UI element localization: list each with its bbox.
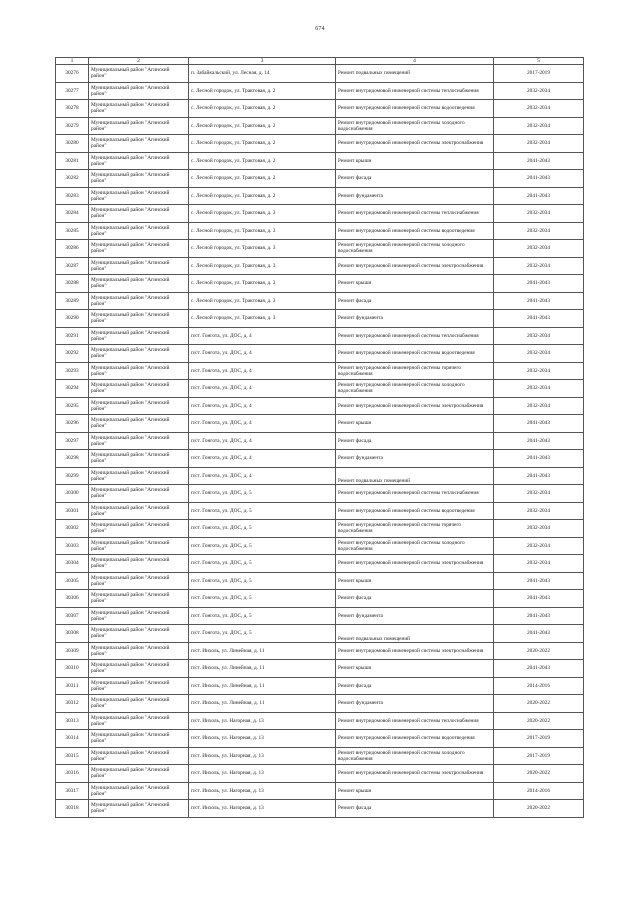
period-cell: 2032-2034 (494, 82, 584, 100)
address-cell: п/ст. Иихоль, ул. Линейная, д. 11 (189, 677, 336, 695)
row-number-cell: 30309 (56, 642, 89, 660)
municipality-cell: Муниципальный район "Агинский район" (89, 555, 189, 573)
col-header-4: 4 (336, 58, 494, 65)
table-row (56, 82, 584, 100)
address-cell: п/ст. Иихоль, ул. Нагорная, д. 13 (189, 800, 336, 818)
table-row (56, 345, 584, 363)
address-cell: с. Лесной городок, ул. Трактовая, д. 3 (189, 275, 336, 293)
address-cell: п/ст. Гонгота, ул. ДОС, д. 4 (189, 345, 336, 363)
table-row (56, 677, 584, 695)
work-type-cell: Ремонт внутридомовой инженерной системы теплоснабжения (336, 485, 494, 503)
row-number-cell: 30296 (56, 415, 89, 433)
period-cell: 2041-2043 (494, 152, 584, 170)
table-row (56, 537, 584, 555)
work-type-cell: Ремонт фасада (336, 432, 494, 450)
period-cell: 2041-2043 (494, 625, 584, 643)
address-cell: п/ст. Гонгота, ул. ДОС, д. 5 (189, 572, 336, 590)
table-row (56, 362, 584, 380)
work-type-cell: Ремонт фундамента (336, 450, 494, 468)
period-cell: 2041-2043 (494, 310, 584, 328)
period-cell: 2032-2034 (494, 135, 584, 153)
municipality-cell: Муниципальный район "Агинский район" (89, 660, 189, 678)
row-number-cell: 30306 (56, 590, 89, 608)
municipality-cell: Муниципальный район "Агинский район" (89, 205, 189, 223)
work-type-cell: Ремонт крыши (336, 572, 494, 590)
table-row (56, 240, 584, 258)
table-row (56, 205, 584, 223)
period-cell: 2017-2019 (494, 747, 584, 765)
period-cell: 2020-2022 (494, 695, 584, 713)
table-row (56, 765, 584, 783)
period-cell: 2032-2034 (494, 327, 584, 345)
municipality-cell: Муниципальный район "Агинский район" (89, 257, 189, 275)
table-row (56, 747, 584, 765)
table-row (56, 415, 584, 433)
row-number-cell: 30285 (56, 222, 89, 240)
period-cell: 2041-2043 (494, 415, 584, 433)
work-type-cell: Ремонт крыши (336, 782, 494, 800)
period-cell: 2032-2034 (494, 222, 584, 240)
row-number-cell: 30318 (56, 800, 89, 818)
work-type-cell: Ремонт внутридомовой инженерной системы холодного водоснабжения (336, 240, 494, 258)
row-number-cell: 30292 (56, 345, 89, 363)
period-cell: 2020-2022 (494, 642, 584, 660)
work-type-cell: Ремонт внутридомовой инженерной системы электроснабжения (336, 135, 494, 153)
address-cell: п/ст. Иихоль, ул. Линейная, д. 11 (189, 642, 336, 660)
address-cell: с. Лесной городок, ул. Трактовая, д. 2 (189, 187, 336, 205)
work-type-cell: Ремонт внутридомовой инженерной системы холодного водоснабжения (336, 747, 494, 765)
address-cell: п/ст. Гонгота, ул. ДОС, д. 4 (189, 432, 336, 450)
row-number-cell: 30304 (56, 555, 89, 573)
row-number-cell: 30283 (56, 187, 89, 205)
municipality-cell: Муниципальный район "Агинский район" (89, 782, 189, 800)
table-row (56, 642, 584, 660)
period-cell: 2032-2034 (494, 117, 584, 135)
municipality-cell: Муниципальный район "Агинский район" (89, 800, 189, 818)
work-type-cell: Ремонт внутридомовой инженерной системы теплоснабжения (336, 82, 494, 100)
row-number-cell: 30299 (56, 467, 89, 485)
table-row (56, 607, 584, 625)
address-cell: п/ст. Гонгота, ул. ДОС, д. 4 (189, 380, 336, 398)
table-row (56, 327, 584, 345)
municipality-cell: Муниципальный район "Агинский район" (89, 135, 189, 153)
page-number: 674 (315, 26, 325, 32)
period-cell: 2032-2034 (494, 520, 584, 538)
period-cell: 2020-2022 (494, 765, 584, 783)
address-cell: п/ст. Иихоль, ул. Линейная, д. 11 (189, 695, 336, 713)
row-number-cell: 30278 (56, 100, 89, 118)
municipality-cell: Муниципальный район "Агинский район" (89, 117, 189, 135)
municipality-cell: Муниципальный район "Агинский район" (89, 275, 189, 293)
address-cell: с. Лесной городок, ул. Трактовая, д. 3 (189, 240, 336, 258)
table-row (56, 187, 584, 205)
municipality-cell: Муниципальный район "Агинский район" (89, 747, 189, 765)
address-cell: п/ст. Гонгота, ул. ДОС, д. 5 (189, 485, 336, 503)
table-row (56, 485, 584, 503)
period-cell: 2041-2043 (494, 572, 584, 590)
municipality-cell: Муниципальный район "Агинский район" (89, 677, 189, 695)
work-type-cell: Ремонт крыши (336, 275, 494, 293)
row-number-cell: 30288 (56, 275, 89, 293)
work-type-cell: Ремонт внутридомовой инженерной системы водоотведения (336, 222, 494, 240)
table-row (56, 782, 584, 800)
address-cell: п/ст. Гонгота, ул. ДОС, д. 5 (189, 537, 336, 555)
address-cell: п/ст. Гонгота, ул. ДОС, д. 4 (189, 362, 336, 380)
work-type-cell: Ремонт фундамента (336, 695, 494, 713)
address-cell: п/ст. Гонгота, ул. ДОС, д. 5 (189, 607, 336, 625)
table-row (56, 520, 584, 538)
work-type-cell: Ремонт внутридомовой инженерной системы водоотведения (336, 730, 494, 748)
address-cell: с. Лесной городок, ул. Трактовая, д. 2 (189, 82, 336, 100)
period-cell: 2041-2043 (494, 660, 584, 678)
row-number-cell: 30301 (56, 502, 89, 520)
address-cell: с. Лесной городок, ул. Трактовая, д. 2 (189, 135, 336, 153)
row-number-cell: 30279 (56, 117, 89, 135)
period-cell: 2041-2043 (494, 292, 584, 310)
municipality-cell: Муниципальный район "Агинский район" (89, 485, 189, 503)
column-number-header-row (56, 58, 584, 65)
row-number-cell: 30298 (56, 450, 89, 468)
row-number-cell: 30293 (56, 362, 89, 380)
municipality-cell: Муниципальный район "Агинский район" (89, 572, 189, 590)
period-cell: 2041-2043 (494, 170, 584, 188)
address-cell: с. Лесной городок, ул. Трактовая, д. 3 (189, 205, 336, 223)
municipality-cell: Муниципальный район "Агинский район" (89, 642, 189, 660)
work-type-cell: Ремонт фасада (336, 590, 494, 608)
work-type-cell: Ремонт внутридомовой инженерной системы горячего водоснабжения (336, 520, 494, 538)
work-type-cell: Ремонт внутридомовой инженерной системы теплоснабжения (336, 205, 494, 223)
col-header-3: 3 (189, 58, 336, 65)
address-cell: п/ст. Гонгота, ул. ДОС, д. 5 (189, 555, 336, 573)
row-number-cell: 30314 (56, 730, 89, 748)
work-type-cell: Ремонт внутридомовой инженерной системы электроснабжения (336, 555, 494, 573)
address-cell: п/ст. Гонгота, ул. ДОС, д. 4 (189, 450, 336, 468)
row-number-cell: 30287 (56, 257, 89, 275)
table-row (56, 65, 584, 83)
row-number-cell: 30317 (56, 782, 89, 800)
row-number-cell: 30315 (56, 747, 89, 765)
address-cell: п/ст. Иихоль, ул. Нагорная, д. 13 (189, 765, 336, 783)
row-number-cell: 30286 (56, 240, 89, 258)
municipality-cell: Муниципальный район "Агинский район" (89, 467, 189, 485)
row-number-cell: 30295 (56, 397, 89, 415)
table-row (56, 660, 584, 678)
address-cell: п/ст. Гонгота, ул. ДОС, д. 5 (189, 520, 336, 538)
period-cell: 2041-2043 (494, 467, 584, 485)
municipality-cell: Муниципальный район "Агинский район" (89, 222, 189, 240)
address-cell: с. Лесной городок, ул. Трактовая, д. 3 (189, 222, 336, 240)
period-cell: 2032-2034 (494, 397, 584, 415)
address-cell: с. Лесной городок, ул. Трактовая, д. 3 (189, 310, 336, 328)
col-header-2: 2 (89, 58, 189, 65)
period-cell: 2032-2034 (494, 380, 584, 398)
municipality-cell: Муниципальный район "Агинский район" (89, 65, 189, 83)
period-cell: 2032-2034 (494, 362, 584, 380)
work-type-cell: Ремонт крыши (336, 415, 494, 433)
work-type-cell: Ремонт внутридомовой инженерной системы электроснабжения (336, 257, 494, 275)
work-type-cell: Ремонт подвальных помещений (336, 65, 494, 83)
period-cell: 2032-2034 (494, 555, 584, 573)
municipality-cell: Муниципальный район "Агинский район" (89, 415, 189, 433)
row-number-cell: 30300 (56, 485, 89, 503)
municipality-cell: Муниципальный район "Агинский район" (89, 362, 189, 380)
work-type-cell: Ремонт подвальных помещений (336, 625, 494, 643)
work-type-cell: Ремонт фундамента (336, 187, 494, 205)
period-cell: 2032-2034 (494, 537, 584, 555)
row-number-cell: 30313 (56, 712, 89, 730)
address-cell: п/ст. Иихоль, ул. Нагорная, д. 13 (189, 747, 336, 765)
municipality-cell: Муниципальный район "Агинский район" (89, 310, 189, 328)
work-type-cell: Ремонт внутридомовой инженерной системы холодного водоснабжения (336, 117, 494, 135)
row-number-cell: 30290 (56, 310, 89, 328)
municipality-cell: Муниципальный район "Агинский район" (89, 240, 189, 258)
row-number-cell: 30289 (56, 292, 89, 310)
work-type-cell: Ремонт крыши (336, 152, 494, 170)
address-cell: с. Лесной городок, ул. Трактовая, д. 3 (189, 257, 336, 275)
municipality-cell: Муниципальный район "Агинский район" (89, 82, 189, 100)
table-row (56, 450, 584, 468)
municipality-cell: Муниципальный район "Агинский район" (89, 170, 189, 188)
col-header-5: 5 (494, 58, 584, 65)
address-cell: п/ст. Гонгота, ул. ДОС, д. 4 (189, 415, 336, 433)
address-cell: с. Лесной городок, ул. Трактовая, д. 2 (189, 100, 336, 118)
table-row (56, 695, 584, 713)
work-type-cell: Ремонт внутридомовой инженерной системы горячего водоснабжения (336, 362, 494, 380)
work-type-cell: Ремонт фундамента (336, 310, 494, 328)
table-row (56, 625, 584, 643)
period-cell: 2020-2022 (494, 800, 584, 818)
row-number-cell: 30282 (56, 170, 89, 188)
work-type-cell: Ремонт внутридомовой инженерной системы холодного водоснабжения (336, 380, 494, 398)
work-type-cell: Ремонт фасада (336, 292, 494, 310)
municipality-cell: Муниципальный район "Агинский район" (89, 765, 189, 783)
address-cell: п/ст. Иихоль, ул. Нагорная, д. 13 (189, 782, 336, 800)
municipality-cell: Муниципальный район "Агинский район" (89, 625, 189, 643)
municipality-cell: Муниципальный район "Агинский район" (89, 537, 189, 555)
table-row (56, 590, 584, 608)
municipality-cell: Муниципальный район "Агинский район" (89, 100, 189, 118)
table-row (56, 275, 584, 293)
work-type-cell: Ремонт внутридомовой инженерной системы водоотведения (336, 345, 494, 363)
municipality-cell: Муниципальный район "Агинский район" (89, 712, 189, 730)
work-type-cell: Ремонт внутридомовой инженерной системы электроснабжения (336, 642, 494, 660)
municipality-cell: Муниципальный район "Агинский район" (89, 380, 189, 398)
work-type-cell: Ремонт внутридомовой инженерной системы водоотведения (336, 502, 494, 520)
period-cell: 2032-2034 (494, 502, 584, 520)
row-number-cell: 30284 (56, 205, 89, 223)
row-number-cell: 30311 (56, 677, 89, 695)
municipality-cell: Муниципальный район "Агинский район" (89, 450, 189, 468)
row-number-cell: 30276 (56, 65, 89, 83)
period-cell: 2041-2043 (494, 607, 584, 625)
municipality-cell: Муниципальный район "Агинский район" (89, 345, 189, 363)
table-row (56, 257, 584, 275)
municipality-cell: Муниципальный район "Агинский район" (89, 730, 189, 748)
address-cell: с. Лесной городок, ул. Трактовая, д. 2 (189, 170, 336, 188)
row-number-cell: 30305 (56, 572, 89, 590)
period-cell: 2020-2022 (494, 712, 584, 730)
table-row (56, 502, 584, 520)
table-row (56, 222, 584, 240)
table-row (56, 100, 584, 118)
address-cell: п/ст. Гонгота, ул. ДОС, д. 4 (189, 467, 336, 485)
period-cell: 2014-2016 (494, 677, 584, 695)
row-number-cell: 30308 (56, 625, 89, 643)
table-row (56, 555, 584, 573)
col-header-1: 1 (56, 58, 89, 65)
work-type-cell: Ремонт фундамента (336, 607, 494, 625)
municipality-cell: Муниципальный район "Агинский район" (89, 590, 189, 608)
row-number-cell: 30316 (56, 765, 89, 783)
work-type-cell: Ремонт внутридомовой инженерной системы теплоснабжения (336, 712, 494, 730)
address-cell: п/ст. Гонгота, ул. ДОС, д. 5 (189, 590, 336, 608)
table-row (56, 310, 584, 328)
table-body (56, 58, 584, 818)
municipality-cell: Муниципальный район "Агинский район" (89, 520, 189, 538)
table-row (56, 712, 584, 730)
row-number-cell: 30280 (56, 135, 89, 153)
row-number-cell: 30312 (56, 695, 89, 713)
period-cell: 2014-2016 (494, 782, 584, 800)
work-type-cell: Ремонт внутридомовой инженерной системы электроснабжения (336, 765, 494, 783)
work-type-cell: Ремонт внутридомовой инженерной системы холодного водоснабжения (336, 537, 494, 555)
address-cell: п/ст. Иихоль, ул. Нагорная, д. 13 (189, 712, 336, 730)
municipality-cell: Муниципальный район "Агинский район" (89, 502, 189, 520)
table-row (56, 152, 584, 170)
address-cell: п. Забайкальский, ул. Лесная, д. 14 (189, 65, 336, 83)
period-cell: 2041-2043 (494, 450, 584, 468)
municipality-cell: Муниципальный район "Агинский район" (89, 607, 189, 625)
table-row (56, 292, 584, 310)
period-cell: 2032-2034 (494, 485, 584, 503)
work-type-cell: Ремонт фасада (336, 677, 494, 695)
row-number-cell: 30310 (56, 660, 89, 678)
row-number-cell: 30291 (56, 327, 89, 345)
address-cell: п/ст. Гонгота, ул. ДОС, д. 4 (189, 327, 336, 345)
address-cell: с. Лесной городок, ул. Трактовая, д. 2 (189, 117, 336, 135)
municipality-cell: Муниципальный район "Агинский район" (89, 432, 189, 450)
repair-schedule-table (55, 57, 584, 818)
address-cell: п/ст. Гонгота, ул. ДОС, д. 5 (189, 625, 336, 643)
period-cell: 2017-2019 (494, 730, 584, 748)
table-row (56, 397, 584, 415)
table-row (56, 572, 584, 590)
table-row (56, 135, 584, 153)
table-row (56, 432, 584, 450)
work-type-cell: Ремонт крыши (336, 660, 494, 678)
table-row (56, 170, 584, 188)
work-type-cell: Ремонт фасада (336, 800, 494, 818)
period-cell: 2041-2043 (494, 432, 584, 450)
period-cell: 2032-2034 (494, 240, 584, 258)
row-number-cell: 30307 (56, 607, 89, 625)
period-cell: 2032-2034 (494, 100, 584, 118)
municipality-cell: Муниципальный район "Агинский район" (89, 152, 189, 170)
row-number-cell: 30294 (56, 380, 89, 398)
table-row (56, 117, 584, 135)
municipality-cell: Муниципальный район "Агинский район" (89, 695, 189, 713)
address-cell: п/ст. Гонгота, ул. ДОС, д. 4 (189, 397, 336, 415)
table-row (56, 800, 584, 818)
municipality-cell: Муниципальный район "Агинский район" (89, 397, 189, 415)
work-type-cell: Ремонт фасада (336, 170, 494, 188)
row-number-cell: 30281 (56, 152, 89, 170)
address-cell: п/ст. Иихоль, ул. Линейная, д. 11 (189, 660, 336, 678)
table-row (56, 380, 584, 398)
period-cell: 2041-2043 (494, 590, 584, 608)
municipality-cell: Муниципальный район "Агинский район" (89, 187, 189, 205)
row-number-cell: 30302 (56, 520, 89, 538)
address-cell: с. Лесной городок, ул. Трактовая, д. 3 (189, 292, 336, 310)
address-cell: п/ст. Гонгота, ул. ДОС, д. 5 (189, 502, 336, 520)
period-cell: 2041-2043 (494, 275, 584, 293)
work-type-cell: Ремонт подвальных помещений (336, 467, 494, 485)
period-cell: 2041-2043 (494, 187, 584, 205)
work-type-cell: Ремонт внутридомовой инженерной системы теплоснабжения (336, 327, 494, 345)
address-cell: с. Лесной городок, ул. Трактовая, д. 2 (189, 152, 336, 170)
period-cell: 2017-2019 (494, 65, 584, 83)
municipality-cell: Муниципальный район "Агинский район" (89, 292, 189, 310)
municipality-cell: Муниципальный район "Агинский район" (89, 327, 189, 345)
table-row (56, 467, 584, 485)
address-cell: п/ст. Иихоль, ул. Нагорная, д. 13 (189, 730, 336, 748)
period-cell: 2032-2034 (494, 205, 584, 223)
table-row (56, 730, 584, 748)
row-number-cell: 30297 (56, 432, 89, 450)
row-number-cell: 30277 (56, 82, 89, 100)
period-cell: 2032-2034 (494, 257, 584, 275)
work-type-cell: Ремонт внутридомовой инженерной системы водоотведения (336, 100, 494, 118)
row-number-cell: 30303 (56, 537, 89, 555)
period-cell: 2032-2034 (494, 345, 584, 363)
work-type-cell: Ремонт внутридомовой инженерной системы электроснабжения (336, 397, 494, 415)
